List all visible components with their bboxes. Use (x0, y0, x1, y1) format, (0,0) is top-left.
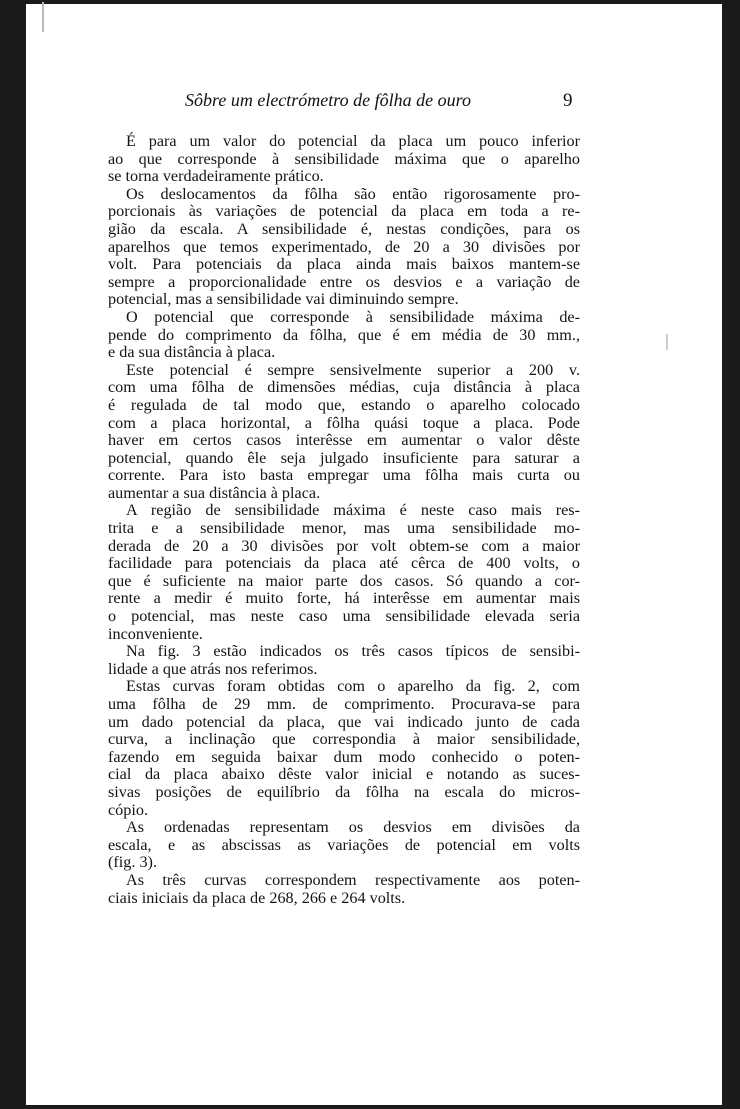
paragraph (108, 309, 580, 362)
text-line: cópio. (108, 800, 149, 819)
text-line: porcionais às variações de potencial da placa em toda a re- (108, 202, 580, 221)
scan-mark (666, 334, 668, 350)
text-line: A região de sensibilidade máxima é neste caso mais res- (126, 501, 580, 520)
text-line: sivas posições de equilíbrio da fôlha na escala do micros- (108, 782, 580, 801)
text-line: inconveniente. (108, 624, 203, 643)
text-line: cial da placa abaixo dêste valor inicial e notando as suces- (108, 765, 580, 784)
text-line: derada de 20 a 30 divisões por volt obtem-se com a maior (108, 536, 580, 555)
text-line: Os deslocamentos da fôlha são então rigorosamente pro- (126, 184, 580, 203)
body-text (108, 133, 580, 907)
paragraph (108, 186, 580, 309)
text-line: lidade a que atrás nos referimos. (108, 659, 318, 678)
text-line: um dado potencial da placa, que vai indicado junto de cada (108, 712, 580, 731)
text-line: escala, e as abscissas as variações de potencial em volts (108, 835, 580, 854)
text-line: é regulada de tal modo que, estando o aparelho colocado (108, 395, 580, 414)
text-line: aumentar a sua distância à placa. (108, 483, 321, 502)
text-line: sempre a proporcionalidade entre os desvios e a variação de (108, 272, 580, 291)
text-line: pende do comprimento da fôlha, que é em média de 30 mm., (108, 325, 580, 344)
text-line: O potencial que corresponde à sensibilidade máxima de- (126, 307, 580, 326)
text-line: Este potencial é sempre sensivelmente superior a 200 v. (126, 360, 580, 379)
text-line: o potencial, mas neste caso uma sensibilidade elevada seria (108, 607, 580, 626)
text-line: Estas curvas foram obtidas com o aparelho da fig. 2, com (126, 677, 580, 696)
text-line: As três curvas correspondem respectivamente aos poten- (126, 870, 580, 889)
paragraph (108, 819, 580, 872)
running-header (26, 90, 722, 120)
text-line: As ordenadas representam os desvios em divisões da (126, 818, 580, 837)
text-line: curva, a inclinação que correspondia à maior sensibilidade, (108, 730, 580, 749)
running-title: Sôbre um electrómetro de fôlha de ouro (185, 90, 471, 110)
text-line: potencial, quando êle seja julgado insuficiente para saturar a (108, 448, 580, 467)
text-line: corrente. Para isto basta empregar uma fôlha mais curta ou (108, 466, 580, 485)
text-line: uma fôlha de 29 mm. de comprimento. Procurava-se para (108, 695, 580, 713)
scan-mark (42, 2, 44, 32)
paragraph (108, 678, 580, 819)
text-line: fazendo em seguida baixar dum modo conhecido o poten- (108, 747, 580, 766)
paragraph (108, 362, 580, 503)
text-line: que é suficiente na maior parte dos casos. Só quando a cor- (108, 571, 580, 590)
text-line: gião da escala. A sensibilidade é, nestas condições, para os (108, 219, 580, 238)
text-line: É para um valor do potencial da placa um pouco inferior (126, 132, 580, 150)
page-number: 9 (563, 90, 573, 111)
text-line: rente a medir é muito forte, há interêsse em aumentar mais (108, 589, 580, 608)
paragraph (108, 502, 580, 643)
text-line: se torna verdadeiramente prático. (108, 167, 324, 186)
paragraph (108, 872, 580, 907)
scanned-page (26, 4, 722, 1105)
text-line: Na fig. 3 estão indicados os três casos típicos de sensibi- (126, 642, 580, 661)
text-line: aparelhos que temos experimentado, de 20 a 30 divisões por (108, 237, 580, 256)
paragraph (108, 133, 580, 186)
text-line: haver em certos casos interêsse em aumentar o valor dêste (108, 431, 580, 450)
text-line: potencial, mas a sensibilidade vai diminuindo sempre. (108, 290, 459, 309)
text-line: volt. Para potenciais da placa ainda mais baixos mantem-se (108, 255, 580, 274)
text-line: (fig. 3). (108, 853, 157, 872)
text-line: com a placa horizontal, a fôlha quási toque a placa. Pode (108, 413, 580, 432)
text-line: trita e a sensibilidade menor, mas uma sensibilidade mo- (108, 519, 580, 538)
text-line: facilidade para potenciais da placa até cêrca de 400 volts, o (108, 554, 580, 573)
text-line: e da sua distância à placa. (108, 343, 276, 362)
text-line: ao que corresponde à sensibilidade máxima que o aparelho (108, 149, 580, 168)
paragraph (108, 643, 580, 678)
text-line: ciais iniciais da placa de 268, 266 e 264 volts. (108, 888, 406, 907)
text-line: com uma fôlha de dimensões médias, cuja distância à placa (108, 378, 580, 397)
